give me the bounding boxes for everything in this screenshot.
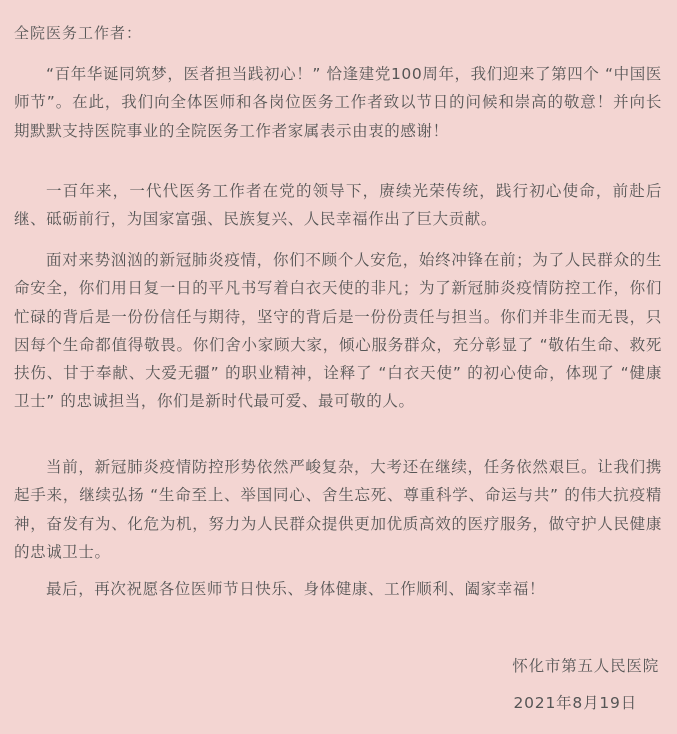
paragraph-closing-wishes: 最后，再次祝愿各位医师节日快乐、身体健康、工作顺利、阖家幸福！ <box>46 580 546 598</box>
paragraph-history: 一百年来，一代代医务工作者在党的领导下，赓续光荣传统，践行初心使命，前赴后继、砥砺前行，为国家富强、民族复兴、人民幸福作出了巨大贡献。 <box>14 182 662 229</box>
paragraph-greeting: “百年华诞同筑梦，医者担当践初心！” 恰逢建党100周年，我们迎来了第四个 “中国医师节”。在此，我们向全体医师和各岗位医务工作者致以节日的问候和崇高的敬意！并向长期默默支持医院事业的全院医务工作者家属表示由衷的感谢！ <box>14 65 662 140</box>
signature-date: 2021年8月19日 <box>513 694 637 712</box>
signature-hospital: 怀化市第五人民医院 <box>512 657 659 675</box>
salutation: 全院医务工作者： <box>14 24 143 42</box>
paragraph-current-situation: 当前，新冠肺炎疫情防控形势依然严峻复杂，大考还在继续，任务依然艰巨。让我们携起手来，继续弘扬 “生命至上、举国同心、舍生忘死、尊重科学、命运与共” 的伟大抗疫精神，奋发有为、化危为机，努力为人民群众提供更加优质高效的医疗服务，做守护人民健康的忠诚卫士。 <box>14 458 662 561</box>
paragraph-pandemic: 面对来势汹汹的新冠肺炎疫情，你们不顾个人安危，始终冲锋在前；为了人民群众的生命安全，你们用日复一日的平凡书写着白衣天使的非凡；为了新冠肺炎疫情防控工作，你们忙碌的背后是一份份信任与期待，坚守的背后是一份份责任与担当。你们并非生而无畏，只因每个生命都值得敬畏。你们舍小家顾大家，倾心服务群众，充分彰显了 “敬佑生命、救死扶伤、甘于奉献、大爱无疆” 的职业精神，诠释了 “白衣天使” 的初心使命，体现了 “健康卫士” 的忠诚担当，你们是新时代最可爱、最可敬的人。 <box>14 251 662 411</box>
